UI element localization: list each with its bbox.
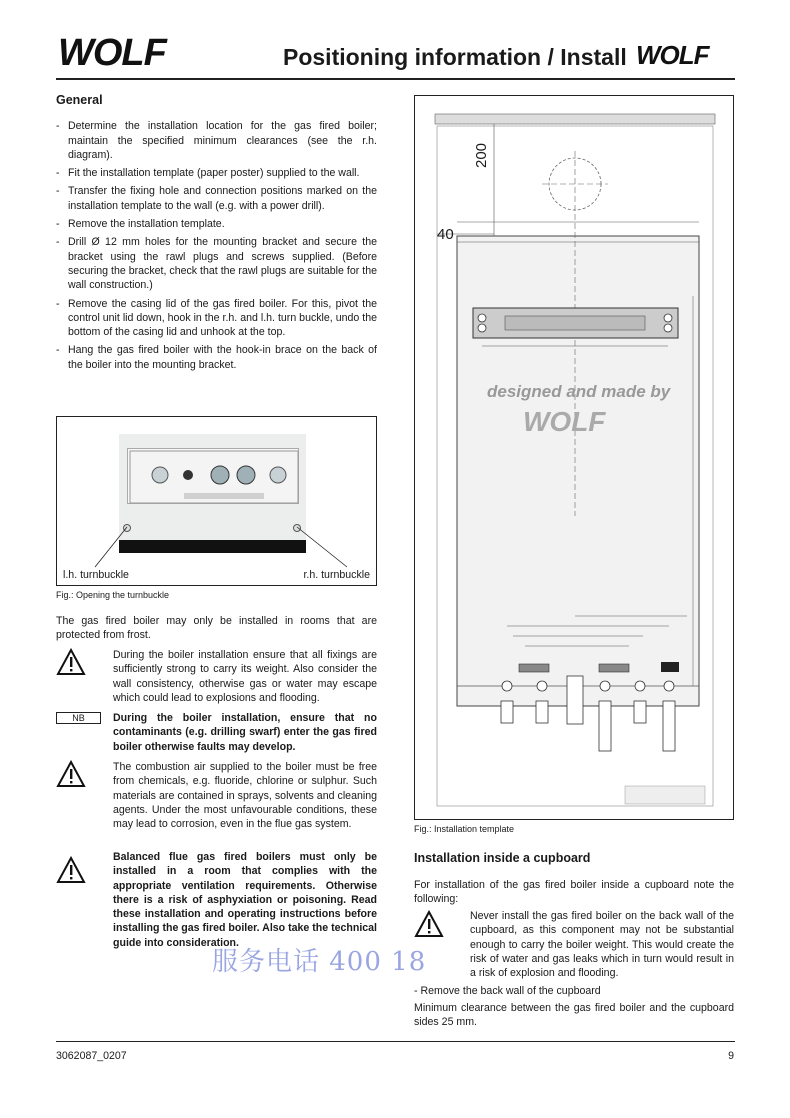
rh-turnbuckle-label: r.h. turnbuckle — [303, 569, 370, 581]
nb-badge: NB — [56, 712, 101, 724]
cupboard-step-text: Remove the back wall of the cupboard — [420, 985, 601, 997]
photo-caption: Fig.: Opening the turnbuckle — [56, 590, 170, 600]
general-steps — [56, 119, 377, 372]
nb-warning: During the boiler installation, ensure that no contaminants (e.g. drilling swarf) enter the gas fired boiler otherwise faults may develop. — [113, 712, 377, 753]
slogan-text: designed and made by — [487, 382, 671, 401]
general-heading: General — [56, 93, 103, 107]
cupboard-intro: For installation of the gas fired boiler inside a cupboard note the following: — [414, 879, 734, 906]
installation-template-figure — [414, 95, 734, 820]
warning-icon — [414, 910, 444, 938]
wolf-logo-small: WOLF — [636, 40, 709, 70]
dim-40-label: 40 — [437, 226, 454, 243]
warning-icon — [56, 856, 86, 884]
wolf-logo: WOLF — [58, 32, 166, 74]
step-item: - Remove the casing lid of the gas fired boiler. For this, pivot the control unit lid down, hook in the r.h. and l.h. turn buckle, undo the bottom of the casing lid and unhook at the top. — [56, 297, 377, 340]
page-title: Positioning information / Install — [283, 44, 627, 70]
header-rule — [56, 78, 735, 80]
balanced-flue-warning: Balanced flue gas fired boilers must only be installed in a room that complies with the appropriate ventilation requirements. Otherwise there is a risk of asphyxiation or poisoning. Read these installation and operating instructions before installing the gas fired boiler. Also take the technical guide into consideration. — [113, 851, 377, 949]
step-item: - Drill Ø 12 mm holes for the mounting bracket and secure the bracket using the rawl plugs and screws supplied. (Before securing the bracket, check that the rawl plugs are suitable for the wall construction.) — [56, 235, 377, 292]
cupboard-clearance: Minimum clearance between the gas fired boiler and the cupboard sides 25 mm. — [414, 1002, 734, 1029]
pointer-lines — [57, 417, 378, 587]
step-item: - Hang the gas fired boiler with the hook-in brace on the back of the boiler into the mounting bracket. — [56, 343, 377, 372]
warning-icon — [56, 648, 86, 676]
cupboard-warning: Never install the gas fired boiler on the back wall of the cupboard, as this component may not be substantial enough to carry the boiler weight. This would create the risk of water and gas leaks which in turn would result in a risk of explosion and flooding. — [470, 910, 734, 980]
warning-icon — [56, 760, 86, 788]
step-item: - Fit the installation template (paper poster) supplied to the wall. — [56, 166, 377, 180]
step-item: - Remove the installation template. — [56, 217, 377, 231]
lh-turnbuckle-label: l.h. turnbuckle — [63, 569, 129, 581]
step-item: - Transfer the fixing hole and connection positions marked on the installation template to the wall (e.g. with a power drill). — [56, 184, 377, 213]
template-caption: Fig.: Installation template — [414, 824, 515, 834]
installation-template-drawing — [415, 96, 733, 819]
template-wolf-logo: WOLF — [523, 406, 606, 437]
step-item: - Determine the installation location for the gas fired boiler; maintain the specified minimum clearances (see the r.h. diagram). — [56, 119, 377, 162]
page-number: 9 — [728, 1050, 734, 1062]
cupboard-heading: Installation inside a cupboard — [414, 851, 591, 865]
watermark: 服务电话 400 18 — [212, 947, 427, 977]
combustion-air-warning: The combustion air supplied to the boiler must be free from chemicals, e.g. fluoride, chlorine or sulphur. Such materials are contained in sprays, solvents and cleaning agents. Under the most unfavourable conditions, these may lead to corrosion, even in the flue gas system. — [113, 761, 377, 831]
turnbuckle-figure — [56, 416, 377, 586]
cupboard-step — [414, 984, 734, 998]
general-section — [56, 90, 377, 376]
frost-text: The gas fired boiler may only be installed in rooms that are protected from frost. — [56, 615, 377, 642]
step-dash: - — [414, 985, 421, 997]
doc-number: 3062087_0207 — [56, 1050, 127, 1062]
footer-rule — [56, 1041, 735, 1042]
fixings-warning: During the boiler installation ensure that all fixings are sufficiently strong to carry its weight. Also consider the wall consistency, otherwise gas or water may escape which could lead to explosions and flooding. — [113, 649, 377, 704]
dim-200-label: 200 — [473, 142, 490, 168]
